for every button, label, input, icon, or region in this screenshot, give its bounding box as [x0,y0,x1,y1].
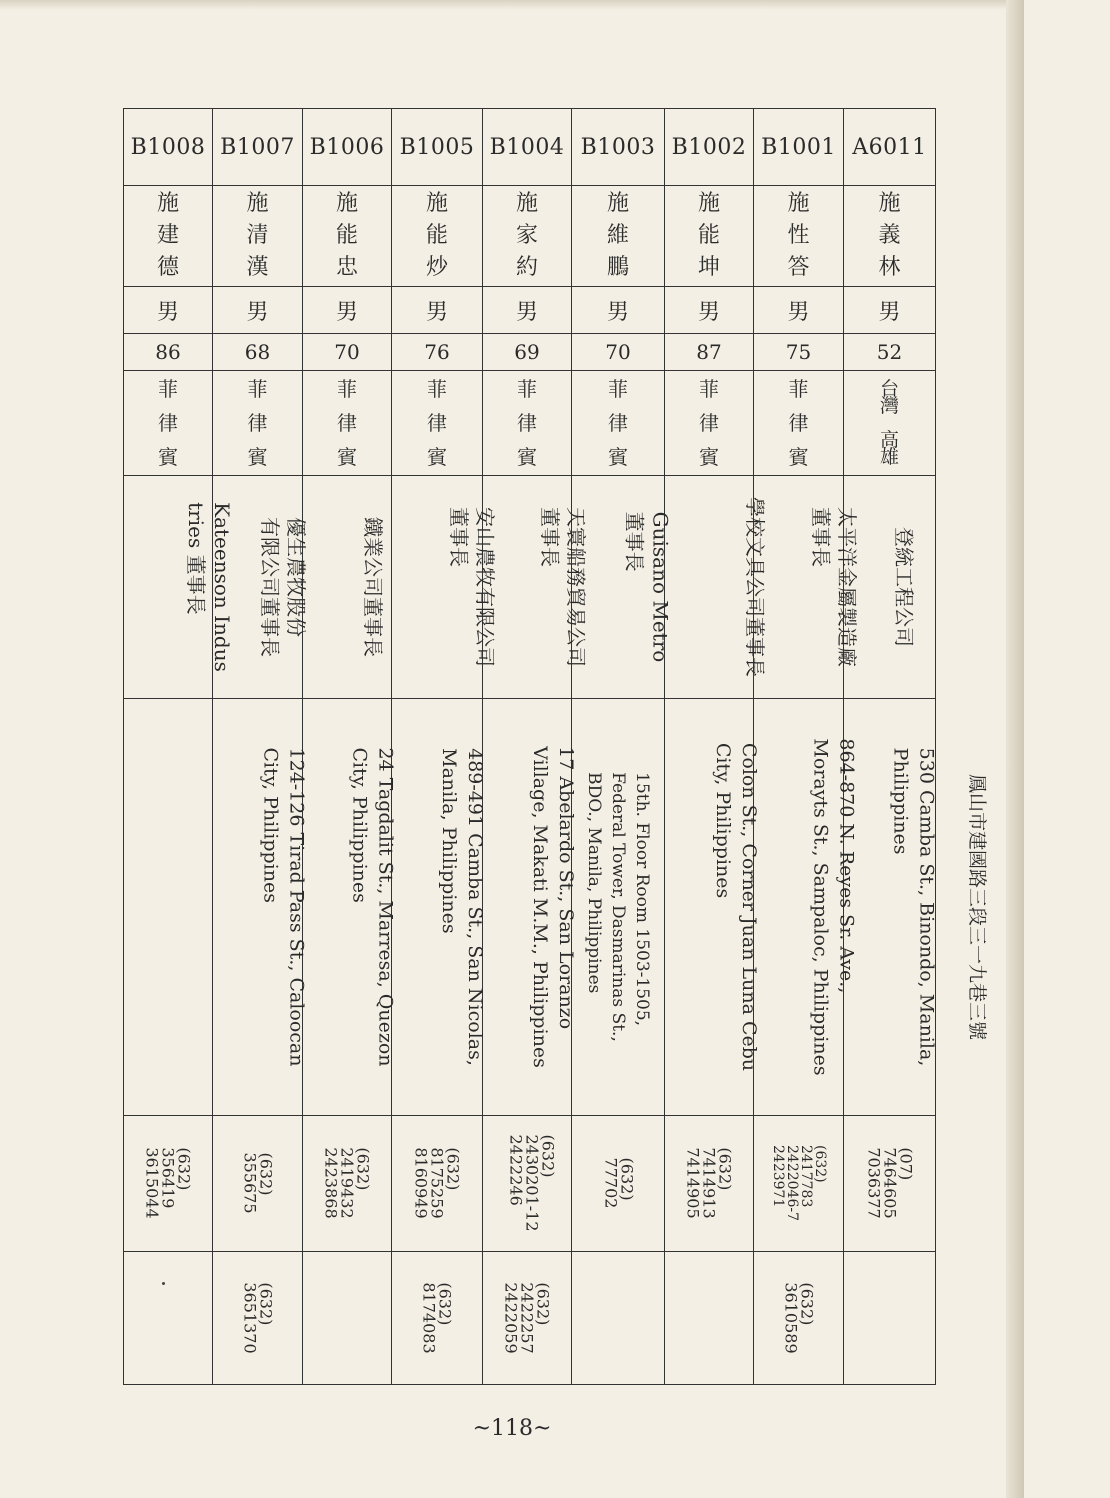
sex-cell: 男 [213,287,303,334]
code-cell: B1003 [572,109,665,186]
age-cell: 52 [844,334,936,371]
name-cell: 施 性 答 [787,191,810,280]
telephone-cell: (632) 8175259 8160949 [411,1147,463,1219]
telephone-cell: (07) 7464605 7036377 [864,1147,916,1219]
name-cell: 施 維 鵬 [606,191,629,280]
place-cell: 菲 律 賓 [427,377,447,469]
telephone-cell: (632) 7414913 7414905 [683,1147,735,1219]
sex-cell: 男 [572,287,665,334]
place-cell: 台 灣 高 雄 [879,377,899,468]
name-cell: 施 義 林 [878,191,901,280]
fax-cell: (632) 2422257 2422059 [501,1281,553,1354]
sex-cell: 男 [754,287,844,334]
place-cell: 菲 律 賓 [158,377,178,469]
address-cell: 489-491 Camba St., San Nicolas, Manila, Philippines [437,748,486,1066]
code-cell: B1002 [665,109,754,186]
scan-edge-right [1006,0,1024,1498]
page-number: ~118~ [472,1416,552,1441]
name-cell: 施 能 坤 [697,191,720,280]
name-cell: 施 清 漢 [246,191,269,280]
place-cell: 菲 律 賓 [517,377,537,469]
name-row [124,186,936,287]
address-cell: 15th. Floor Room 1503-1505, Federal Tower, Dasmarinas St., BDO., Manila, Philippines [583,772,652,1042]
occupation-cell: 優生農牧股份 有限公司董事長 [258,517,308,657]
occupation-cell: 太平洋金屬製造廠 董事長 [809,507,859,667]
age-cell: 75 [754,334,844,371]
member-roster-table [123,108,989,1385]
fax-cell: (632) 8174083 [419,1281,455,1354]
address-cell: 864-870 N. Reyes Sr. Ave., Morayts St., Sampaloc, Philippines [809,738,858,1076]
sex-row [124,287,936,334]
code-cell: B1001 [754,109,844,186]
place-cell: 菲 律 賓 [788,377,809,469]
age-cell: 70 [303,334,392,371]
sex-cell: 男 [124,287,213,334]
code-cell: B1007 [213,109,303,186]
scan-edge-top [0,0,1024,10]
fax-cell: (632) 3651370 [240,1281,276,1354]
address-row [124,699,936,1116]
address-cell: Colon St., Corner Juan Luna Cebu City, Philippines [712,742,761,1072]
code-row [124,109,936,186]
place-cell: 菲 律 賓 [337,377,357,469]
occupation-cell: 鐵業公司董事長 [361,517,385,657]
telephone-cell: (632) 2430201-12 2422246 [506,1134,558,1232]
code-cell: B1008 [124,109,213,186]
telephone-cell: (632) 2417783 2422046-7 2423971 [769,1145,828,1221]
telephone-cell: (632) 77702 [601,1157,636,1209]
age-row [124,334,936,371]
age-cell: 76 [392,334,483,371]
sex-cell: 男 [303,287,392,334]
age-cell: 87 [665,334,754,371]
occupation-cell: 安山農牧有限公司 董事長 [447,507,497,667]
name-cell: 施 家 約 [515,191,538,280]
sex-cell: 男 [665,287,754,334]
address-cell: 24 Tagdalit St., Marresa, Quezon City, Philippines [348,747,397,1067]
place-cell: 菲 律 賓 [608,377,628,469]
occupation-row [124,476,936,699]
age-cell: 70 [572,334,665,371]
address-cell: 17 Abelardo St., San Loranzo Village, Makati M.M., Philippines [528,746,577,1068]
occupation-cell: Guisano Metro 董事長 [622,511,673,663]
fax-row [124,1252,936,1385]
telephone-cell: (632) 356419 3615044 [142,1147,194,1219]
sex-cell: 男 [483,287,572,334]
name-cell: 施 能 炒 [425,191,448,280]
place-row [124,371,936,476]
fax-cell: (632) 3610589 [781,1281,817,1354]
occupation-cell: Kateenson Indus tries 董事長 [183,502,234,672]
address-cell: 530 Camba St., Binondo, Manila, Philippines [889,747,938,1067]
name-cell: 施 建 德 [156,191,179,280]
occupation-cell: 登統工程公司 [892,527,916,647]
address-cell: 124-126 Tirad Pass St., Caloocan City, Philippines [259,747,308,1067]
telephone-cell: (632) 2419432 2423868 [321,1147,373,1219]
code-cell: B1004 [483,109,572,186]
code-cell: B1006 [303,109,392,186]
age-cell: 68 [213,334,303,371]
sex-cell: 男 [392,287,483,334]
telephone-row [124,1116,936,1252]
place-cell: 菲 律 賓 [247,377,268,469]
occupation-cell: 天寰船務貿易公司 董事長 [538,507,588,667]
name-cell: 施 能 忠 [335,191,358,280]
age-cell: 69 [483,334,572,371]
code-cell: A6011 [844,109,936,186]
code-cell: B1005 [392,109,483,186]
stray-dot-mark [162,1282,165,1285]
place-cell: 菲 律 賓 [699,377,719,469]
occupation-cell: 學校文具公司董事長 [743,497,767,677]
telephone-cell: (632) 355675 [240,1152,276,1214]
sex-cell: 男 [844,287,936,334]
address-cell: 鳳山市建國路三段三一九巷三號 [966,773,989,1041]
age-cell: 86 [124,334,213,371]
